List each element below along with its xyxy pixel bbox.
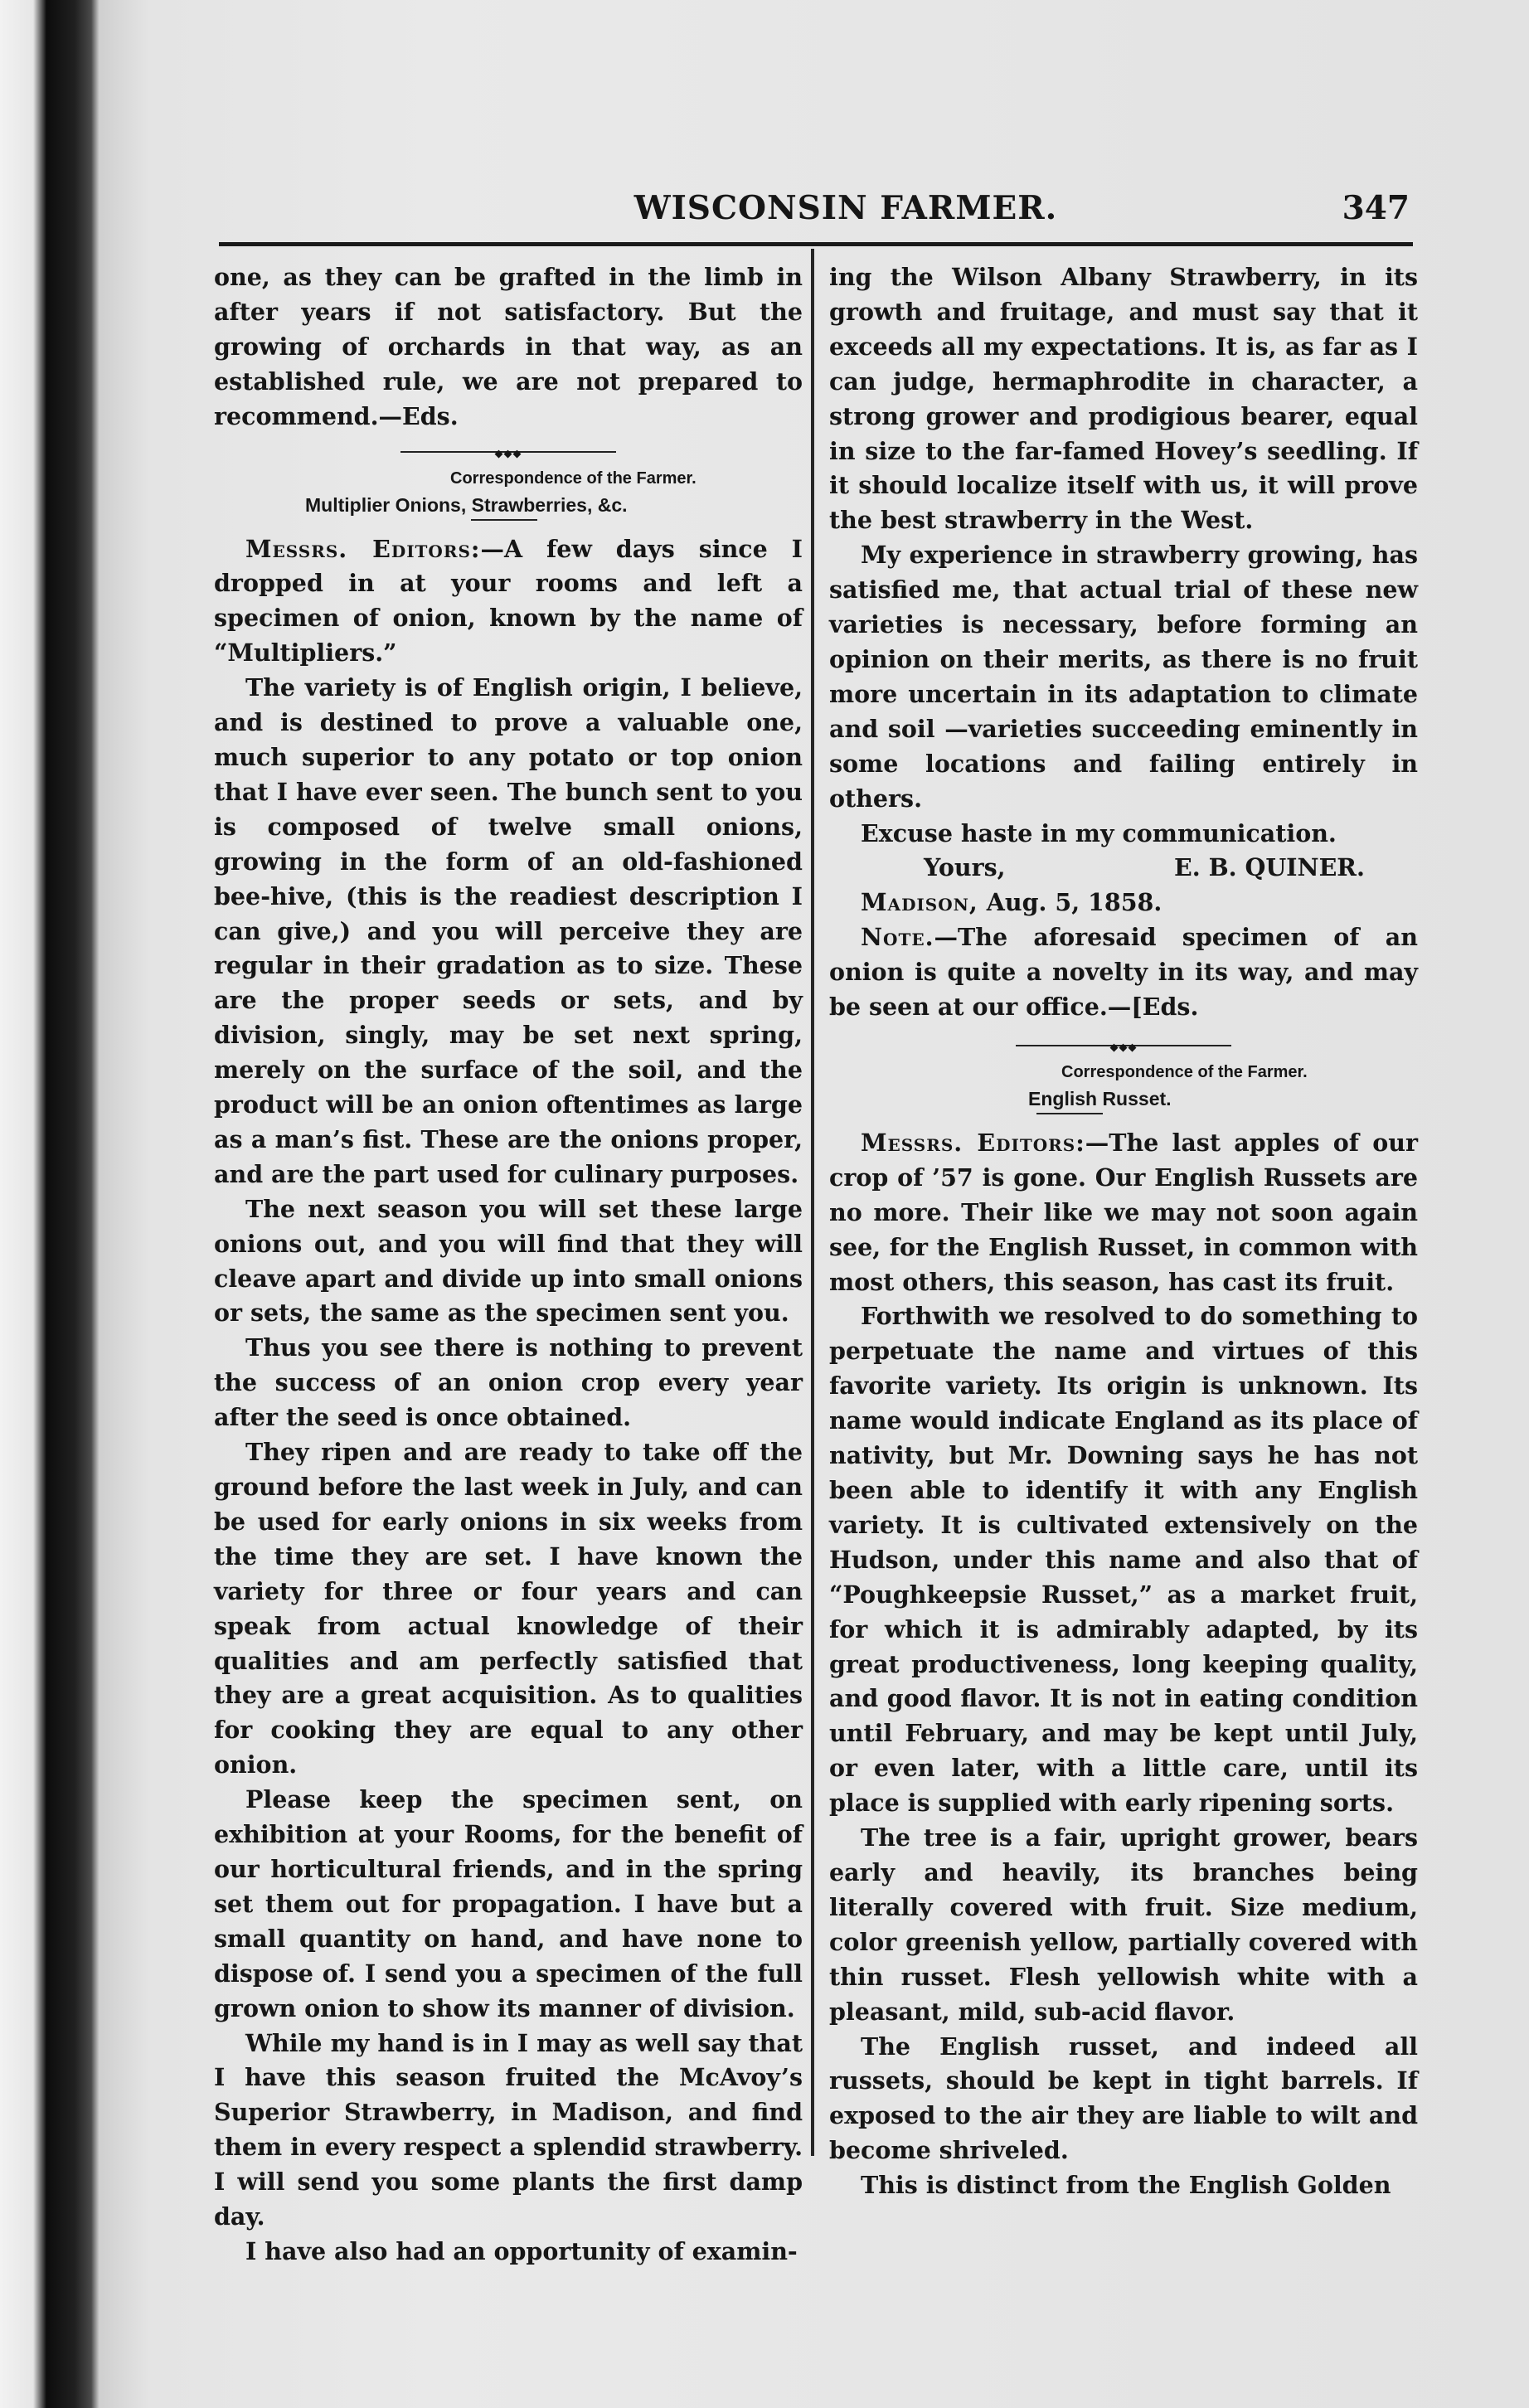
paragraph: Forthwith we resolved to do something to perpetuate the name and virtues of this favorite variety. Its origin is unknown. Its name would indicate England as its place of nativity, but Mr. Downing says he has not been able to identify it with any English variety. It is cultivated extensively on the Hudson, under this name and also that of “Poughkeepsie Russet,” as a market fruit, for which it is admirably adapted, by its great productiveness, long keeping quality, and good flavor. It is not in eating condition until February, and may be kept until July, or even later, with a little care, until its place is supplied with early ripening sorts.	[829, 1302, 1418, 1818]
dateline-date: Aug. 5, 1858.	[986, 888, 1163, 917]
page-number: 347	[1342, 189, 1410, 227]
paragraph: one, as they can be grafted in the limb in after years if not satisfactory. But the growing of orchards in that way, as an established rule, we are not prepared to recommend.—Eds.	[214, 263, 803, 430]
paragraph: While my hand is in I may as well say that I have this season fruited the McAvoy’s Superior Strawberry, in Madison, and find them in every respect a splendid strawberry. I will send you some plants the first damp day.	[214, 2028, 803, 2231]
section-ornament	[400, 446, 616, 458]
paragraph: Thus you see there is nothing to prevent the success of an onion crop every year after the seed is once obtained.	[214, 1333, 803, 1432]
note-paragraph	[829, 920, 1418, 1025]
paragraph: My experience in strawberry growing, has satisfied me, that actual trial of these new varieties is necessary, before forming an opinion on their merits, as there is no fruit more uncertain in its adaptation to climate and soil —varieties succeeding eminently in some locations and failing entirely in others.	[829, 541, 1418, 813]
article-title: English Russet.	[1028, 1087, 1172, 1109]
salutation: Messrs. Editors:	[245, 534, 481, 563]
article-title: Multiplier Onions, Strawberries, &c.	[305, 493, 628, 516]
paragraph: The tree is a fair, upright grower, bears early and heavily, its branches being literally covered with fruit. Size medium, color greenish yellow, partially covered with thin russet. Flesh yellowish white with a pleasant, mild, sub-acid flavor.	[829, 1823, 1418, 2026]
paragraph: Please keep the specimen sent, on exhibition at your Rooms, for the benefit of our horticultural friends, and in the spring set them out for propagation. I have but a small quantity on hand, and have none to dispose of. I send you a specimen of the full grown onion to show its manner of division.	[214, 1785, 803, 2022]
title-underline	[471, 519, 537, 521]
dateline-place: Madison,	[861, 888, 978, 917]
paragraph: I have also had an opportunity of examin-	[245, 2236, 798, 2265]
paragraph-text: —The last apples of our crop of ’57 is gone. Our English Russets are no more. Their like we may not soon again see, for the English Russet, in common with most others, this season, has cast its fruit.	[829, 1128, 1418, 1296]
salutation: Messrs. Editors:	[861, 1128, 1085, 1157]
dateline	[829, 886, 1418, 920]
column-divider	[811, 249, 814, 2156]
signature-name: E. B. QUINER.	[1174, 853, 1365, 882]
running-head: WISCONSIN FARMER.	[633, 189, 1058, 227]
paragraph: This is distinct from the English Golden	[861, 2171, 1391, 2200]
paragraph: Excuse haste in my communication.	[861, 818, 1337, 847]
left-column	[214, 260, 803, 2270]
paragraph	[829, 1126, 1418, 1300]
signature-yours: Yours,	[924, 853, 1006, 882]
header-rule	[219, 242, 1413, 246]
signature-line	[829, 851, 1418, 886]
note-label: Note.	[861, 923, 934, 952]
correspondence-line: Correspondence of the Farmer.	[450, 468, 697, 488]
paragraph	[214, 532, 803, 672]
paragraph-text: —A few days since I dropped in at your rooms and left a specimen of onion, known by the name of “Multipliers.”	[214, 534, 803, 668]
correspondence-line: Correspondence of the Farmer.	[1061, 1062, 1308, 1081]
title-underline	[1036, 1113, 1103, 1114]
paragraph: The English russet, and indeed all russets, should be kept in tight barrels. If exposed to the air they are liable to wilt and become shriveled.	[829, 2032, 1418, 2165]
section-ornament	[1016, 1040, 1231, 1051]
paragraph: The variety is of English origin, I believe, and is destined to prove a valuable one, much superior to any potato or top onion that I have ever seen. The bunch sent to you is composed of twelve small onions, growing in the form of an old-fashioned bee-hive, (this is the readiest description I can give,) and you will perceive they are regular in their gradation as to size. These are the proper seeds or sets, and by division, singly, may be set next spring, merely on the surface of the soil, and the product will be an onion oftentimes as large as a man’s fist. These are the onions proper, and are the part used for culinary purposes.	[214, 673, 803, 1188]
paragraph: ing the Wilson Albany Strawberry, in its growth and fruitage, and must say that it exceeds all my expectations. It is, as far as I can judge, hermaphrodite in character, a strong grower and prodigious bearer, equal in size to the far-famed Hovey’s seedling. If it should localize itself with us, it will prove the best strawberry in the West.	[829, 263, 1418, 535]
note-text: —The aforesaid specimen of an onion is quite a novelty in its way, and may be seen at our office.—[Eds.	[829, 923, 1418, 1022]
paragraph: They ripen and are ready to take off the ground before the last week in July, and can be used for early onions in six weeks from the time they are set. I have known the variety for three or four years and can speak from actual knowledge of their qualities and am perfectly satisfied that they are a great acquisition. As to qualities for cooking they are equal to any other onion.	[214, 1438, 803, 1779]
paragraph: The next season you will set these large onions out, and you will find that they will cleave apart and divide up into small onions or sets, the same as the specimen sent you.	[214, 1194, 803, 1328]
right-column	[829, 260, 1418, 2203]
